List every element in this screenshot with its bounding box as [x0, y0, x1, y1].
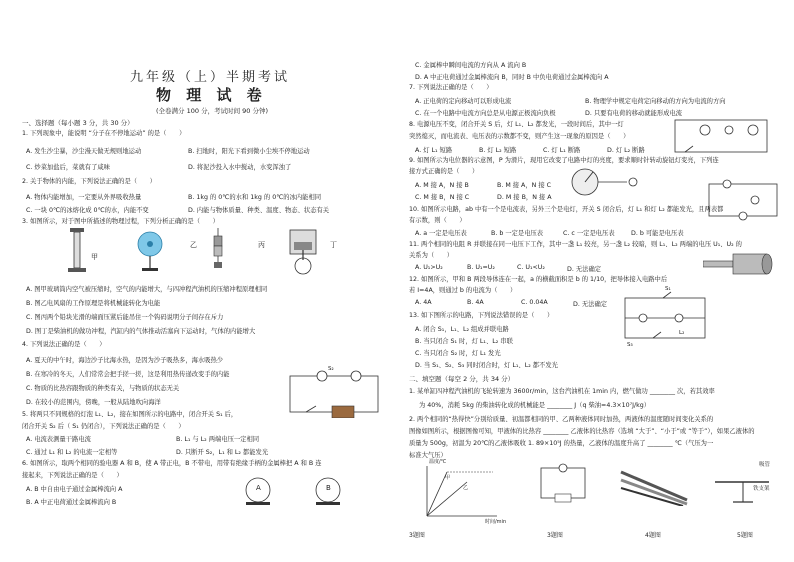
- q9-stem-2: 接方式正确的是（ ）: [409, 168, 479, 175]
- q1-option-c: C. 炒菜加盐后，菜就有了咸味: [26, 164, 110, 171]
- switch-icon: [685, 146, 693, 152]
- fig4-wires: [617, 462, 691, 506]
- q9-option-b: B. M 接 A，N 接 C: [497, 182, 552, 189]
- q12-stem-1: 12. 如图所示，甲和 B 两段导体连在一起，a 的横截面积是 b 的 1/10，把导体接入电路中后: [409, 276, 668, 283]
- lamp-icon: [351, 371, 361, 381]
- graph-series-yi: 乙: [463, 485, 469, 491]
- q2-option-c: C. 一块 0℃的冰熔化成 0℃的水，内能不变: [26, 207, 149, 214]
- switch-icon: [653, 332, 661, 338]
- q7-option-c: C. 在一个电路中电流方向总是从电源正极流向负极: [415, 110, 556, 117]
- q9-option-c: C. M 接 B，N 接 C: [415, 194, 470, 201]
- q3-label-jia: 甲: [91, 253, 98, 261]
- q5-label-s2: S₂: [328, 366, 334, 372]
- q5-option-d: D. 只断开 S₂，L₁ 和 L₂ 都能发光: [176, 449, 269, 456]
- q5-option-b: B. L₁ 与 L₂ 两端电压一定相同: [176, 436, 260, 443]
- q6-label-a: A: [256, 484, 261, 492]
- q10-option-a: A. a 一定是电压表: [415, 230, 467, 237]
- q11-option-d: D. 无法确定: [567, 266, 602, 273]
- right-column: [397, 0, 794, 562]
- meter-icon: [739, 212, 747, 220]
- engine-cylinder-icon: [290, 230, 316, 274]
- q3-option-c: C. 图丙两个铅块光滑的端面压紧后能吊住一个钩码说明分子间存在斥力: [26, 314, 224, 321]
- glass-tube-icon: [68, 228, 86, 272]
- q13-label-s1: S₁: [665, 286, 671, 292]
- q2-stem: 2. 关于物体的内能，下列说法正确的是（ ）: [22, 178, 156, 185]
- q1-stem: 1. 下列现象中，能说明 “分子在不停地运动” 的是（ ）: [22, 130, 186, 137]
- lamp-icon: [559, 464, 567, 472]
- q8-stem-1: 8. 电源电压不变，闭合开关 S 后，灯 L₁、L₂ 都发光，一段时间后，其中一灯: [409, 121, 624, 128]
- q13-option-c: C. 当只闭合 S₂ 时，灯 L₁ 发光: [415, 350, 501, 357]
- q12-option-a: A. 4A: [415, 299, 432, 306]
- q12-option-b: B. 4A: [467, 299, 484, 306]
- q3-label-ding: 丁: [330, 241, 337, 249]
- fig5-straw: [709, 462, 781, 506]
- q11-stem-1: 11. 两个相同的电阻 R 并联接在同一电压下工作，其中一盏 L₁ 较亮，另一盏 L₂ 较暗，则 L₁、L₂ 两端的电压 U₁、U₂ 的: [409, 241, 742, 248]
- battery-icon: [555, 494, 571, 502]
- switch-icon: [306, 406, 316, 412]
- q3-option-a: A. 图甲玻璃筒内空气被压缩时，空气的内能增大，与四冲程汽油机的压缩冲程原理相同: [26, 286, 268, 293]
- q11-option-a: A. U₁>U₂: [415, 264, 443, 271]
- lead-blocks-icon: [214, 228, 222, 268]
- graph-y-label: 温度/℃: [429, 459, 447, 465]
- q4-option-a: A. 夏天的中午时，海边沙子比海水热，是因为沙子吸热多，海水吸热少: [26, 357, 224, 364]
- q7-option-b: B. 物理学中规定电荷定向移动的方向为电流的方向: [585, 98, 726, 105]
- section-2-heading: 二、填空题（每空 2 分，共 34 分）: [409, 375, 515, 383]
- lamp-icon: [723, 180, 731, 188]
- ammeter-icon: [700, 125, 710, 135]
- voltmeter-icon: [748, 125, 758, 135]
- q5-stem-2: 闭合开关 S₂ 后（ S₁ 仍闭合），下列说法正确的是（ ）: [22, 423, 185, 430]
- q6-option-d: D. A 中正电荷通过金属棒流向 B，同时 B 中负电荷通过金属棒流向 A: [415, 74, 609, 81]
- q8-option-a: A. 灯 L₁ 短路: [415, 147, 453, 154]
- q9-potentiometer: [567, 164, 647, 202]
- q10-option-c: C. c 一定是电压表: [563, 230, 615, 237]
- q4-option-c: C. 物质的比热容跟物质的种类有关，与物质的状态无关: [26, 385, 180, 392]
- lamp-icon: [639, 314, 647, 322]
- lamp-icon: [725, 126, 733, 134]
- q10-circuit: [703, 178, 783, 222]
- q6-option-c: C. 金属棒中瞬间电流的方向从 A 流向 B: [415, 62, 527, 69]
- caption-fig5: 5题图: [737, 532, 753, 539]
- fill2-line-3: 质量为 500g，初温为 20℃的乙液体吸收 1. 89×10⁵J 的热量，乙液体的温度升高了 ________ ℃（气压为一: [409, 440, 714, 447]
- q10-stem-2: 有示数，则（ ）: [409, 217, 466, 224]
- fan-icon: [138, 232, 162, 271]
- exam-title: 九年级（上）半期考试: [130, 70, 291, 85]
- exam-subtitle: (全卷满分 100 分，考试时间 90 分钟): [156, 107, 269, 115]
- q5-stem-1: 5. 将两只不同规格的灯泡 L₁、L₂，接在如图所示的电路中，闭合开关 S₁ 后，: [22, 411, 238, 418]
- fig5-label-tiezhijia: 铁支架: [753, 486, 770, 492]
- q4-option-b: B. 在寒冷的冬天，人们常常会把手搓一搓，这是利用热传递改变手的内能: [26, 371, 230, 378]
- lamp-icon: [317, 371, 327, 381]
- q3-stem: 3. 如图所示，对于图中所描述的物理过程，下列分析正确的是（ ）: [22, 218, 219, 225]
- q6-stem-2: 接起来，下列说法正确的是（ ）: [22, 472, 123, 479]
- q11-option-b: B. U₁=U₂: [467, 264, 495, 271]
- q3-label-yi: 乙: [190, 241, 197, 249]
- q8-stem-2: 突然熄灭，而电流表、电压表的示数都不变，则产生这一现象的原因是（ ）: [409, 133, 630, 140]
- caption-fig2: 3题图: [409, 532, 425, 539]
- q2-option-d: D. 内能与物体质量、种类、温度、物态、状态有关: [188, 207, 330, 214]
- lamp-icon: [629, 178, 637, 186]
- q7-option-a: A. 正电荷的定向移动可以形成电流: [415, 98, 512, 105]
- q13-circuit: [613, 290, 713, 344]
- fig3-circuit: [535, 462, 591, 504]
- q12-stem-2: 若 I=4A，则通过 b 的电流为（ ）: [409, 287, 517, 294]
- graph-x-label: 时间/min: [485, 519, 507, 525]
- q13-label-l2: L₂: [679, 330, 685, 336]
- fill2-line-1: 2. 两个相同的“热得快”分别给质量、初温都相同的甲、乙两种液体同时加热，两液体的温度随时间变化关系的: [409, 416, 714, 423]
- q3-option-d: D. 图丁是柴油机的做功冲程，汽缸内的气体推动活塞向下运动时，气体的内能增大: [26, 328, 256, 335]
- fig5-label-xiguan: 吸管: [759, 462, 771, 468]
- q9-option-d: D. M 接 B，N 接 A: [497, 194, 552, 201]
- q13-option-a: A. 闭合 S₁，L₁、L₂ 组成并联电路: [415, 326, 509, 333]
- q8-option-d: D. 灯 L₂ 断路: [607, 147, 645, 154]
- q13-option-d: D. 当 S₁、S₂、S₃ 同时闭合时，灯 L₁、L₂ 都不发光: [415, 362, 558, 369]
- fill1-line-2: 为 40%，消耗 5kg 的柴油转化成的机械能是 ________ J（q 柴油=4.3×10⁷J/kg）: [419, 402, 651, 409]
- q5-option-a: A. 电流表测量干路电流: [26, 436, 91, 443]
- battery-icon: [332, 406, 354, 418]
- fill1-line-1: 1. 某单缸四冲程汽油机的飞轮转速为 3600r/min，这台汽油机在 1min 内，燃气做功 ________ 次，若其效率: [409, 388, 715, 395]
- q5-option-c: C. 通过 L₁ 和 L₂ 的电流一定相等: [26, 449, 118, 456]
- lamp-icon: [675, 314, 683, 322]
- q12-option-c: C. 0.04A: [521, 299, 548, 306]
- q13-stem: 13. 如下图所示的电路，下列说法错误的是（ ）: [409, 312, 554, 319]
- q4-option-d: D. 在较小的范围内，傍晚，一般从陆地吹向海洋: [26, 399, 161, 406]
- q12-option-d: D. 无法确定: [573, 301, 608, 308]
- q10-option-d: D. b 可能是电压表: [631, 230, 684, 237]
- q2-option-b: B. 1kg 的 0℃的水和 1kg 的 0℃的冰内能相同: [188, 194, 322, 201]
- caption-fig4: 4题图: [645, 532, 661, 539]
- q3-figures: [68, 228, 348, 276]
- q8-option-c: C. 灯 L₁ 断路: [543, 147, 581, 154]
- switch-icon: [663, 292, 671, 298]
- section-1-heading: 一、选择题（每小题 3 分，共 30 分）: [22, 119, 134, 127]
- q9-option-a: A. M 接 A，N 接 B: [415, 182, 469, 189]
- q11-option-c: C. U₁<U₂: [517, 264, 545, 271]
- q12-conductor: [703, 250, 783, 280]
- q11-stem-2: 关系为（ ）: [409, 252, 454, 259]
- q8-circuit: [665, 114, 775, 158]
- q7-stem: 7. 下列说法正确的是（ ）: [409, 84, 493, 91]
- q2-option-a: A. 物体内能增加，一定要从外界吸收热量: [26, 194, 142, 201]
- q5-circuit: [276, 366, 388, 418]
- lamp-icon: [751, 196, 759, 204]
- temperature-time-graph: [417, 462, 501, 524]
- q3-option-b: B. 图乙电风扇的工作原理是将机械能转化为电能: [26, 300, 161, 307]
- q13-option-b: B. 当只闭合 S₁ 时，灯 L₁、L₂ 串联: [415, 338, 513, 345]
- q10-stem-1: 10. 如图所示电路，ab 中有一个是电流表，另外三个是电灯，开关 S 闭合后，灯 L₁ 和灯 L₂ 都能发光，且两表都: [409, 206, 724, 213]
- q8-option-b: B. 灯 L₂ 短路: [479, 147, 517, 154]
- q9-stem-1: 9. 如图所示为电位器的示意图，P 为滑片，现用它改变了电路中灯的亮度，要求顺时针转动旋钮灯变亮，下列连: [409, 157, 719, 164]
- q6-label-b: B: [326, 484, 331, 492]
- q6-stem-1: 6. 如图所示，取两个相同的验电器 A 和 B，使 A 带正电，B 不带电，用带有绝缘手柄的金属棒把 A 和 B 连: [22, 460, 322, 467]
- q1-option-b: B. 扫地时，阳光下看到微小尘埃不停地运动: [188, 148, 310, 155]
- fill2-line-2: 图像如图所示，根据图像可知，甲液体的比热容 ________ 乙液体的比热容（选填 “大于”、“小于”或 “等于”），如果乙液体的: [409, 428, 755, 435]
- q3-label-bing: 丙: [258, 241, 265, 249]
- line-yi: [427, 482, 467, 516]
- graph-series-jia: 甲: [445, 475, 451, 481]
- q7-option-d: D. 只要有电荷的移动就能形成电流: [585, 110, 683, 117]
- q6-option-b: B. A 中正电荷通过金属棒流向 B: [26, 499, 117, 506]
- q10-option-b: B. b 一定是电压表: [491, 230, 544, 237]
- exam-subject: 物 理 试 卷: [156, 86, 267, 104]
- line-jia: [427, 472, 447, 516]
- q4-stem: 4. 下列说法正确的是（ ）: [22, 341, 106, 348]
- q1-option-d: D. 将泥沙投入水中搅动，水变浑浊了: [188, 164, 292, 171]
- q6-option-a: A. B 中自由电子通过金属棒流向 A: [26, 486, 123, 493]
- q1-option-a: A. 发生沙尘暴，沙尘漫天做无规则地运动: [26, 148, 142, 155]
- q13-label-s3: S₃: [627, 342, 633, 348]
- fill2-line-4: 标准大气压）: [409, 452, 447, 459]
- caption-fig3: 3题图: [547, 532, 563, 539]
